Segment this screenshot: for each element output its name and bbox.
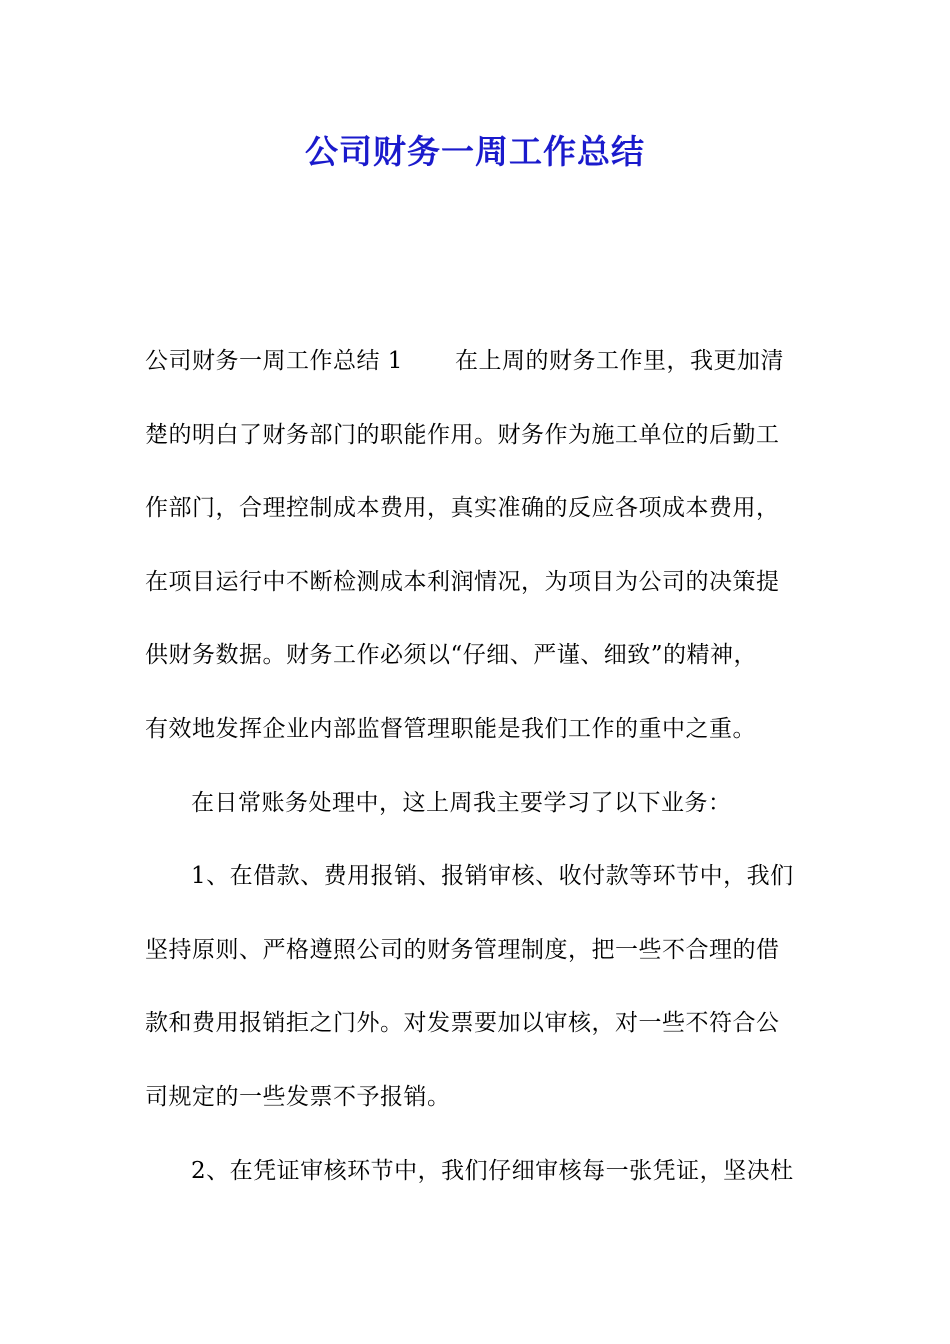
body-line-6: 有效地发挥企业内部监督管理职能是我们工作的重中之重。 bbox=[145, 715, 756, 742]
body-line-5: 供财务数据。财务工作必须以“仔细、严谨、细致”的精神， bbox=[145, 642, 758, 669]
body-line-1 bbox=[145, 334, 815, 408]
body-line-10: 款和费用报销拒之门外。对发票要加以审核，对一些不符合公 bbox=[145, 1010, 780, 1037]
body-line-8: 1、在借款、费用报销、报销审核、收付款等环节中，我们 bbox=[191, 863, 794, 890]
section-heading: 公司财务一周工作总结 1 bbox=[145, 348, 403, 374]
body-line-2: 楚的明白了财务部门的职能作用。财务作为施工单位的后勤工 bbox=[145, 421, 780, 448]
body-line-4: 在项目运行中不断检测成本利润情况，为项目为公司的决策提 bbox=[145, 568, 780, 595]
document-title: 公司财务一周工作总结 bbox=[305, 132, 645, 171]
body-line-12: 2、在凭证审核环节中，我们仔细审核每一张凭证，坚决杜 bbox=[191, 1157, 794, 1184]
body-line-1-text: 在上周的财务工作里，我更加清 bbox=[454, 348, 784, 374]
body-line-9: 坚持原则、严格遵照公司的财务管理制度，把一些不合理的借 bbox=[145, 936, 780, 963]
document-body bbox=[145, 334, 815, 1217]
body-line-3: 作部门，合理控制成本费用，真实准确的反应各项成本费用， bbox=[145, 495, 780, 522]
body-line-11: 司规定的一些发票不予报销。 bbox=[145, 1083, 451, 1110]
body-line-7: 在日常账务处理中，这上周我主要学习了以下业务： bbox=[191, 789, 732, 816]
